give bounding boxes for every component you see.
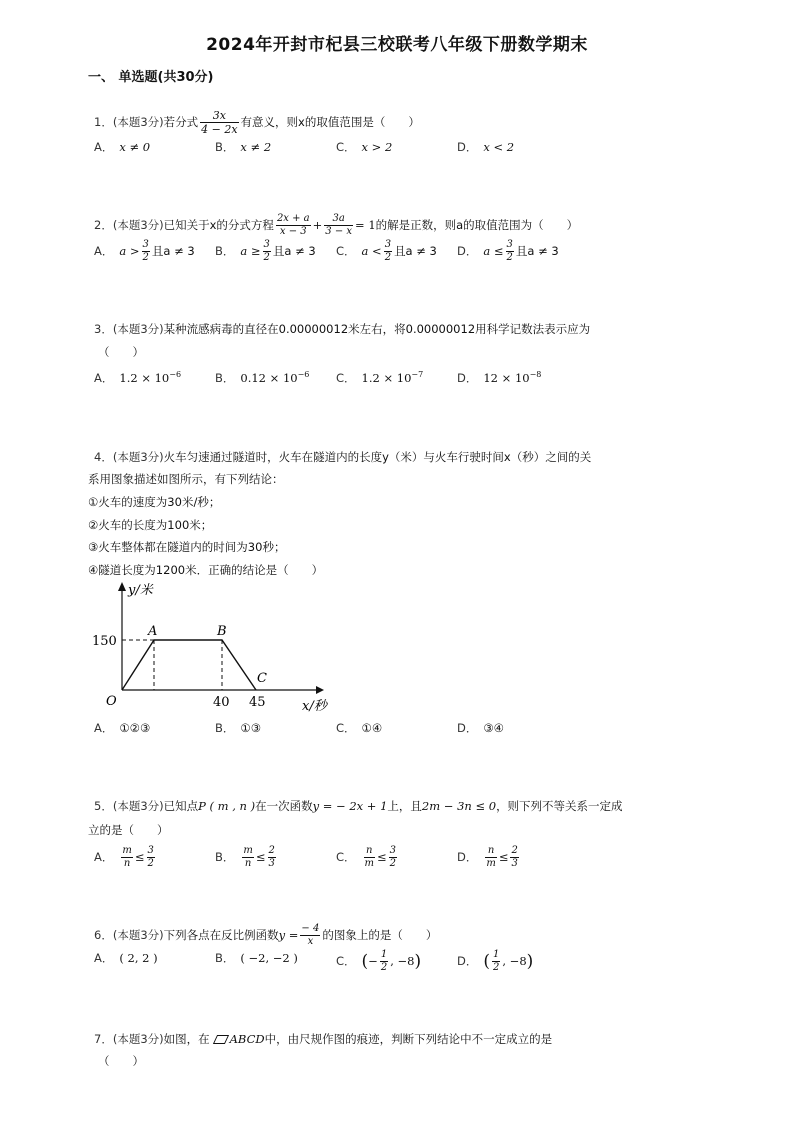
condition: 2m − 3n ≤ 0 <box>421 799 497 813</box>
score-tag: (本题3分) <box>112 115 164 129</box>
option-text: ③④ <box>483 721 504 735</box>
y-axis-arrow-icon <box>118 582 126 591</box>
option-text: x ≠ 0 <box>119 140 151 154</box>
option-letter: D． <box>457 371 478 385</box>
answer-paren: （ ） <box>98 1054 144 1068</box>
option-text: 且a ≠ 3 <box>515 244 559 258</box>
relation: ≤ <box>498 850 509 864</box>
option-letter: C． <box>336 850 356 864</box>
option-letter: A． <box>94 721 114 735</box>
option-math: 12 × 10 <box>483 371 530 385</box>
fraction-numerator: 3 <box>389 845 397 856</box>
option-text: , −8 <box>502 954 527 968</box>
question-text: 的图象上的是（ ） <box>322 928 438 942</box>
fraction-denominator: 2 <box>384 252 392 263</box>
exponent: −7 <box>411 370 424 380</box>
question-number: 1． <box>94 115 113 129</box>
option-letter: B． <box>215 244 235 258</box>
option-letter: C． <box>336 721 356 735</box>
option-a[interactable] <box>94 139 150 155</box>
relation: ≤ <box>134 850 145 864</box>
option-math: a < <box>361 244 382 258</box>
question-number: 2． <box>94 218 113 232</box>
option-letter: D． <box>457 850 478 864</box>
option-c[interactable] <box>336 240 437 263</box>
question-1 <box>94 110 420 135</box>
close-paren: ) <box>526 951 534 972</box>
score-tag: (本题3分) <box>112 1032 164 1046</box>
fraction <box>492 950 500 973</box>
point-c-label: C <box>257 671 267 686</box>
fraction <box>300 924 320 947</box>
fraction-numerator: 3 <box>142 239 149 250</box>
fraction <box>142 240 150 263</box>
minus-sign: − <box>368 954 378 968</box>
option-a[interactable] <box>94 370 181 386</box>
plus-sign: + <box>312 218 323 232</box>
options-q3 <box>94 370 594 392</box>
fraction-denominator: 2 <box>380 962 388 973</box>
point-b-label: B <box>217 624 227 639</box>
question-text: 下列各点在反比例函数 <box>163 928 279 942</box>
option-a[interactable] <box>94 950 158 966</box>
fraction-numerator: 3 <box>147 845 154 856</box>
question-text: 如图，在 <box>163 1032 210 1046</box>
fraction-denominator: 3 <box>268 858 275 869</box>
option-a[interactable] <box>94 240 195 263</box>
graph-line <box>122 640 256 690</box>
question-text: 若分式 <box>163 115 199 129</box>
close-paren: ) <box>414 951 422 972</box>
option-text: x > 2 <box>361 140 393 154</box>
fraction <box>384 240 392 263</box>
fraction-denominator: x <box>307 936 314 947</box>
question-text: 的解是正数，则a的取值范围为（ ） <box>375 218 579 232</box>
origin-label: O <box>106 694 117 709</box>
option-letter: A． <box>94 244 114 258</box>
question-text: 中，由尺规作图的痕迹，判断下列结论中不一定成立的是 <box>264 1032 553 1046</box>
option-letter: A． <box>94 951 114 965</box>
question-number: 6． <box>94 928 113 942</box>
conclusion-3: ③火车整体都在隧道内的时间为30秒； <box>88 540 286 554</box>
fraction <box>364 846 375 869</box>
option-b[interactable] <box>215 950 298 966</box>
option-b[interactable] <box>215 139 271 155</box>
option-letter: C． <box>336 140 356 154</box>
fraction <box>121 846 132 869</box>
fraction <box>510 846 518 869</box>
exponent: −6 <box>297 370 310 380</box>
option-letter: D． <box>457 140 478 154</box>
question-6 <box>94 924 437 947</box>
train-tunnel-graph <box>92 578 342 713</box>
question-2 <box>94 214 578 237</box>
fraction-denominator: 2 <box>263 252 270 263</box>
option-c[interactable] <box>336 370 423 386</box>
fraction <box>268 846 276 869</box>
fraction <box>389 846 397 869</box>
option-text: 且a ≠ 3 <box>394 244 437 258</box>
fraction-numerator: m <box>243 845 253 856</box>
equals-one: = 1 <box>355 218 376 232</box>
fraction-denominator: 3 <box>511 858 518 869</box>
question-text: 某种流感病毒的直径在0.00000012米左右，将0.00000012用科学记数法表示应为 <box>163 322 591 336</box>
open-paren: ( <box>483 951 490 972</box>
options-q6 <box>94 950 594 972</box>
option-letter: A． <box>94 850 114 864</box>
fraction <box>276 214 311 237</box>
options-q1 <box>94 139 594 161</box>
question-text: 已知点 <box>163 799 199 813</box>
option-d[interactable] <box>457 240 559 263</box>
question-text: 有意义，则x的取值范围是（ ） <box>240 115 420 129</box>
fraction-denominator: 2 <box>142 252 149 263</box>
section-title: 一、 单选题(共30分) <box>88 70 214 85</box>
option-a[interactable] <box>94 720 150 736</box>
conclusion-4: ④隧道长度为1200米．正确的结论是（ ） <box>88 563 324 577</box>
option-letter: D． <box>457 721 478 735</box>
relation: ≤ <box>255 850 266 864</box>
option-text: x < 2 <box>483 140 515 154</box>
option-letter: A． <box>94 371 114 385</box>
fraction-denominator: m <box>486 858 496 869</box>
option-text: , −8 <box>390 954 415 968</box>
fraction-numerator: 3 <box>384 239 392 250</box>
option-text: ①④ <box>361 721 383 735</box>
question-4 <box>94 449 591 465</box>
question-7 <box>94 1031 552 1047</box>
score-tag: (本题3分) <box>112 928 164 942</box>
option-letter: B． <box>215 850 235 864</box>
y-axis-label: y/米 <box>128 583 153 598</box>
option-letter: C． <box>336 371 356 385</box>
question-number: 7． <box>94 1032 113 1046</box>
exponent: −6 <box>169 370 182 380</box>
fraction <box>506 240 514 263</box>
option-b[interactable] <box>215 846 278 869</box>
fraction-denominator: 2 <box>493 962 500 973</box>
option-letter: B． <box>215 951 235 965</box>
fraction-numerator: 3 <box>263 239 270 250</box>
fraction-denominator: x − 3 <box>279 226 307 237</box>
option-text: ①③ <box>240 721 262 735</box>
fraction-numerator: 1 <box>380 949 388 960</box>
fraction <box>263 240 271 263</box>
option-text: ①②③ <box>119 721 151 735</box>
option-c[interactable] <box>336 846 399 869</box>
fraction-numerator: 3a <box>324 214 353 226</box>
option-math: 1.2 × 10 <box>119 371 170 385</box>
option-text: x ≠ 2 <box>240 140 272 154</box>
conclusion-2: ②火车的长度为100米； <box>88 518 213 532</box>
point-a-label: A <box>148 624 158 639</box>
fraction <box>485 846 496 869</box>
fraction-denominator: 2 <box>506 252 513 263</box>
option-b[interactable] <box>215 370 309 386</box>
fraction-numerator: 3x <box>200 110 238 123</box>
options-q2 <box>94 240 594 262</box>
point-p: P ( m , n ) <box>198 799 256 813</box>
x-axis-label: x/秒 <box>302 699 327 713</box>
option-d[interactable] <box>457 370 541 386</box>
fraction-denominator: n <box>123 858 131 869</box>
option-math: a ≥ <box>240 244 261 258</box>
options-q4 <box>94 720 594 742</box>
fraction-numerator: 1 <box>493 949 500 960</box>
fraction-numerator: n <box>364 846 375 858</box>
option-letter: A． <box>94 140 114 154</box>
fraction-numerator: − 4 <box>301 923 320 934</box>
fraction-denominator: n <box>244 858 252 869</box>
score-tag: (本题3分) <box>112 450 164 464</box>
fraction <box>200 110 238 135</box>
question-text: 上，且 <box>387 799 422 813</box>
relation: ≤ <box>377 850 387 864</box>
fraction-numerator: n <box>485 846 496 858</box>
question-text-line2: 系用图象描述如图所示，有下列结论： <box>88 472 284 486</box>
score-tag: (本题3分) <box>112 322 164 336</box>
option-b[interactable] <box>215 240 316 263</box>
option-d[interactable] <box>457 950 533 973</box>
fraction <box>147 846 155 869</box>
fraction-numerator: 2x + a <box>276 213 310 224</box>
option-letter: C． <box>336 954 356 968</box>
fraction <box>242 846 253 869</box>
option-letter: D． <box>457 954 478 968</box>
option-math: a ≤ <box>483 244 504 258</box>
option-letter: D． <box>457 244 478 258</box>
linear-function: y = − 2x + 1 <box>312 799 388 813</box>
fraction <box>324 214 353 237</box>
score-tag: (本题3分) <box>112 799 164 813</box>
option-d[interactable] <box>457 139 514 155</box>
question-text-line2: 立的是（ ） <box>88 823 169 837</box>
option-text: 且a ≠ 3 <box>272 244 316 258</box>
fraction-denominator: m <box>364 858 375 869</box>
fraction-numerator: 3 <box>506 239 513 250</box>
question-number: 4． <box>94 450 113 464</box>
x-axis-arrow-icon <box>316 686 324 694</box>
option-math: a > <box>119 244 140 258</box>
fraction-denominator: 2 <box>147 858 154 869</box>
function-lhs: y = <box>278 928 299 942</box>
question-5 <box>94 798 623 814</box>
options-q5 <box>94 846 594 868</box>
fraction-numerator: 2 <box>511 845 518 856</box>
fraction-denominator: 3 − x <box>325 226 353 237</box>
option-c[interactable] <box>336 950 421 973</box>
option-a[interactable] <box>94 846 157 869</box>
option-letter: B． <box>215 140 235 154</box>
y-tick-150: 150 <box>92 634 117 649</box>
shape-name: ABCD <box>229 1032 265 1046</box>
fraction-denominator: 4 − 2x <box>201 123 238 136</box>
fraction-denominator: 2 <box>389 858 397 869</box>
option-b[interactable] <box>215 720 261 736</box>
conclusion-1: ①火车的速度为30米/秒； <box>88 495 221 509</box>
question-text: 已知关于x的分式方程 <box>163 218 274 232</box>
answer-paren: （ ） <box>98 345 144 359</box>
fraction <box>380 950 388 973</box>
x-tick-45: 45 <box>249 695 266 710</box>
page-title: 2024年开封市杞县三校联考八年级下册数学期末 <box>206 35 588 55</box>
option-letter: C． <box>336 244 356 258</box>
option-c[interactable] <box>336 139 392 155</box>
question-text: 火车匀速通过隧道时，火车在隧道内的长度y（米）与火车行驶时间x（秒）之间的关 <box>163 450 592 464</box>
score-tag: (本题3分) <box>112 218 164 232</box>
open-paren: ( <box>361 951 369 972</box>
option-d[interactable] <box>457 846 521 869</box>
option-text: ( −2, −2 ) <box>240 951 298 965</box>
parallelogram-icon <box>213 1035 229 1044</box>
fraction-numerator: 2 <box>268 845 275 856</box>
option-math: 0.12 × 10 <box>240 371 298 385</box>
option-text: 且a ≠ 3 <box>151 244 195 258</box>
question-number: 3． <box>94 322 113 336</box>
option-text: ( 2, 2 ) <box>119 951 158 965</box>
question-number: 5． <box>94 799 113 813</box>
option-letter: B． <box>215 721 235 735</box>
option-letter: B． <box>215 371 235 385</box>
question-text: 在一次函数 <box>255 799 313 813</box>
fraction-numerator: m <box>122 845 132 856</box>
exponent: −8 <box>529 370 542 380</box>
option-c[interactable] <box>336 720 382 736</box>
x-tick-40: 40 <box>213 695 230 710</box>
question-text: ，则下列不等关系一定成 <box>496 799 623 813</box>
option-math: 1.2 × 10 <box>361 371 412 385</box>
option-d[interactable] <box>457 720 504 736</box>
question-3 <box>94 321 590 337</box>
